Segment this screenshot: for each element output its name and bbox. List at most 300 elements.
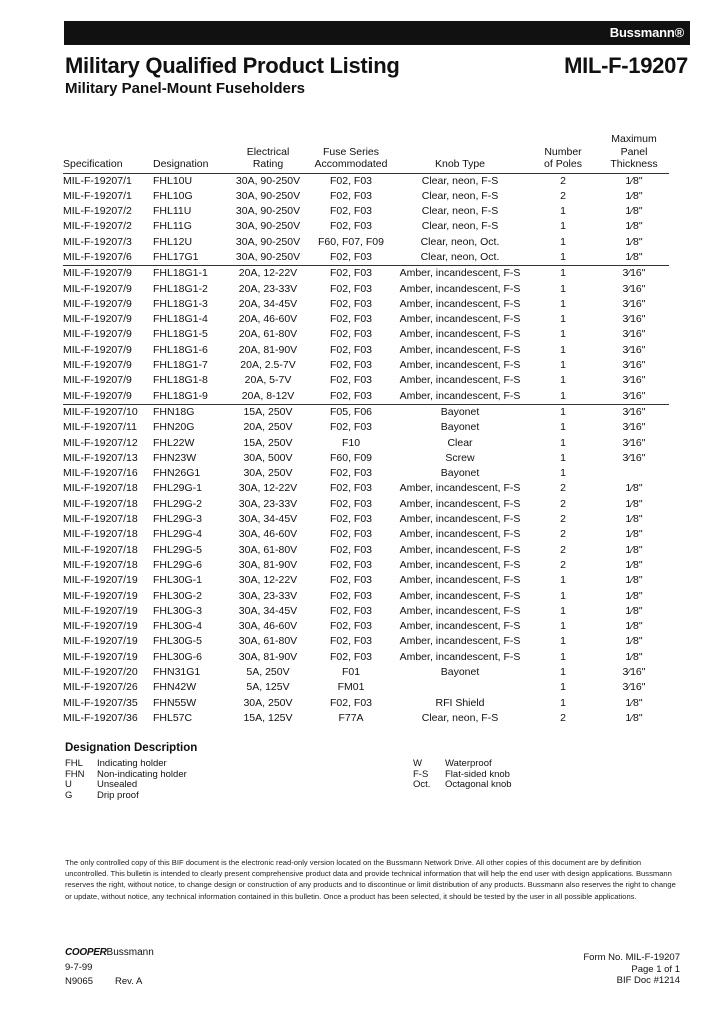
cell-fuse-series: F60, F09 <box>329 451 373 464</box>
cell-electrical-rating: 30A, 81-90V <box>238 650 298 663</box>
cell-knob-type: Amber, incandescent, F-S <box>399 359 521 372</box>
spec-number: MIL-F-19207 <box>564 53 688 78</box>
cell-poles: 1 <box>560 650 566 663</box>
cell-poles: 1 <box>560 620 566 633</box>
table-row <box>63 250 669 266</box>
cell-knob-type: Bayonet <box>440 421 480 434</box>
cell-poles: 1 <box>560 374 566 387</box>
footer-right <box>583 952 680 987</box>
table-row <box>63 189 669 204</box>
cell-electrical-rating: 30A, 34-45V <box>238 604 298 617</box>
cell-knob-type: Bayonet <box>440 666 480 678</box>
cell-knob-type: Clear, neon, F-S <box>421 174 499 187</box>
cell-electrical-rating: 30A, 250V <box>243 696 293 709</box>
table-row <box>63 604 669 619</box>
table-row <box>63 589 669 604</box>
table-row <box>63 543 669 558</box>
cell-poles: 2 <box>560 174 566 187</box>
cell-specification: MIL-F-19207/2 <box>63 205 132 218</box>
table-row <box>63 665 669 680</box>
table-row <box>63 327 669 342</box>
table-row <box>63 204 669 219</box>
cell-panel-thickness: 3⁄16" <box>622 343 646 356</box>
cell-panel-thickness: 3⁄16" <box>599 266 669 282</box>
cell-fuse-series: F02, F03 <box>329 297 373 310</box>
cell-poles: 1 <box>560 666 566 678</box>
cell-specification: MIL-F-19207/9 <box>63 297 132 310</box>
cell-electrical-rating: 20A, 5-7V <box>244 374 292 387</box>
cell-electrical-rating: 30A, 46-60V <box>238 620 298 633</box>
cell-panel-thickness: 3⁄16" <box>622 436 646 449</box>
cell-panel-thickness: 1⁄8" <box>625 696 643 709</box>
cell-electrical-rating: 20A, 61-80V <box>238 328 298 341</box>
cell-poles: 2 <box>560 528 566 541</box>
cell-specification: MIL-F-19207/1 <box>63 189 132 202</box>
cell-knob-type: Amber, incandescent, F-S <box>399 374 521 387</box>
cell-panel-thickness: 3⁄16" <box>622 389 646 402</box>
table-row <box>63 373 669 388</box>
cell-electrical-rating: 20A, 81-90V <box>238 343 298 356</box>
cell-knob-type: Bayonet <box>393 404 527 420</box>
cell-specification: MIL-F-19207/6 <box>63 250 132 263</box>
cell-designation: FHL30G-2 <box>153 589 203 602</box>
cell-designation: FHL29G-2 <box>153 497 203 510</box>
product-table <box>63 133 669 726</box>
cell-knob-type: Clear, neon, F-S <box>421 205 499 218</box>
cell-fuse-series: F02, F03 <box>329 189 373 202</box>
cell-electrical-rating: 30A, 12-22V <box>238 574 298 587</box>
cell-knob-type: Amber, incandescent, F-S <box>399 513 521 526</box>
cell-designation: FHL30G-5 <box>153 635 203 648</box>
cell-knob-type: Clear, neon, F-S <box>421 220 499 233</box>
cell-fuse-series: F05, F06 <box>309 404 393 420</box>
cell-electrical-rating: 30A, 61-80V <box>238 543 298 556</box>
cell-poles: 1 <box>560 451 566 464</box>
cell-panel-thickness: 1⁄8" <box>625 174 643 187</box>
cell-fuse-series: F02, F03 <box>329 528 373 541</box>
cell-electrical-rating: 30A, 90-250V <box>235 205 301 218</box>
cell-fuse-series: F77A <box>338 711 364 724</box>
cell-poles: 1 <box>560 589 566 602</box>
table-row <box>63 282 669 297</box>
cell-specification: MIL-F-19207/19 <box>63 574 138 587</box>
cell-electrical-rating: 30A, 34-45V <box>238 513 298 526</box>
cell-knob-type: Amber, incandescent, F-S <box>399 389 521 402</box>
cell-specification: MIL-F-19207/18 <box>63 482 138 495</box>
cell-knob-type: Clear <box>447 436 473 449</box>
cell-panel-thickness: 3⁄16" <box>622 359 646 372</box>
cell-fuse-series: F02, F03 <box>309 266 393 282</box>
cell-specification: MIL-F-19207/18 <box>63 513 138 526</box>
cell-fuse-series: F02, F03 <box>329 374 373 387</box>
cell-fuse-series: F02, F03 <box>329 250 373 263</box>
cell-specification: MIL-F-19207/18 <box>63 543 138 556</box>
cell-poles: 2 <box>560 482 566 495</box>
cell-specification: MIL-F-19207/9 <box>63 374 132 387</box>
table-row <box>63 497 669 512</box>
table-row <box>63 466 669 481</box>
cell-fuse-series: F02, F03 <box>329 604 373 617</box>
cell-fuse-series: F02, F03 <box>329 497 373 510</box>
cell-specification: MIL-F-19207/1 <box>63 174 132 187</box>
cell-poles: 1 <box>560 696 566 709</box>
cell-electrical-rating: 20A, 46-60V <box>238 313 298 326</box>
cell-panel-thickness: 1⁄8" <box>625 589 643 602</box>
table-row <box>63 358 669 373</box>
cell-knob-type: Amber, incandescent, F-S <box>399 313 521 326</box>
cell-poles: 2 <box>560 558 566 571</box>
cell-specification: MIL-F-19207/18 <box>63 528 138 541</box>
cell-poles: 1 <box>560 220 566 233</box>
cell-fuse-series: F02, F03 <box>329 543 373 556</box>
cell-designation: FHL18G1-4 <box>153 313 208 326</box>
cell-panel-thickness: 1⁄8" <box>625 558 643 571</box>
cell-panel-thickness: 3⁄16" <box>622 421 646 434</box>
cell-specification: MIL-F-19207/35 <box>63 696 138 709</box>
legend-item: Oct. Octagonal knob <box>413 779 512 790</box>
cell-designation: FHL30G-1 <box>153 574 203 587</box>
cell-knob-type: Amber, incandescent, F-S <box>399 558 521 571</box>
cell-designation: FHN26G1 <box>153 467 201 480</box>
col-panel-thickness: Maximum Panel Thickness <box>599 133 669 173</box>
disclaimer-text: The only controlled copy of this BIF document is the electronic read-only version located on the Bussmann Network Drive. All other copies of this document are by definition uncontrolled. This bulletin is intended to clearly present comprehensive product data and provide technical information that will help the end user with design applications. Bussmann reserves the right, without notice, to change design or construction of any products and to discontinue or limit distribution of any products. Bussmann also reserves the right to change or update, without notice, any technical information contained in this bulletin. Once a product has been selected, it should be tested by the user in all possible applications. <box>65 858 676 901</box>
doc-code: N9065 <box>65 976 93 987</box>
cell-knob-type: Clear, neon, F-S <box>421 711 499 724</box>
cell-electrical-rating: 15A, 250V <box>227 404 309 420</box>
cell-poles: 1 <box>560 421 566 434</box>
cell-poles: 1 <box>527 404 599 420</box>
cell-panel-thickness: 1⁄8" <box>625 528 643 541</box>
cell-designation: FHL18G1-1 <box>153 266 227 282</box>
cell-fuse-series: F01 <box>341 666 361 678</box>
table-body <box>63 173 669 726</box>
cell-designation: FHL10G <box>153 189 193 202</box>
cell-fuse-series: F02, F03 <box>329 389 373 402</box>
cell-knob-type: Amber, incandescent, F-S <box>399 497 521 510</box>
cell-panel-thickness: 1⁄8" <box>625 220 643 233</box>
cell-electrical-rating: 30A, 61-80V <box>238 635 298 648</box>
cell-poles: 1 <box>560 635 566 648</box>
cell-electrical-rating: 20A, 34-45V <box>238 297 298 310</box>
cell-knob-type <box>393 680 527 695</box>
cell-panel-thickness: 3⁄16" <box>599 404 669 420</box>
cell-specification: MIL-F-19207/19 <box>63 589 138 602</box>
cell-designation: FHN31G1 <box>153 666 201 678</box>
cell-fuse-series: F02, F03 <box>329 328 373 341</box>
cell-designation: FHN42W <box>153 681 197 694</box>
cell-knob-type: Amber, incandescent, F-S <box>399 282 521 295</box>
cell-designation: FHL30G-3 <box>153 604 203 617</box>
cell-designation: FHL30G-4 <box>153 620 203 633</box>
cell-poles: 2 <box>560 497 566 510</box>
cell-electrical-rating: 20A, 23-33V <box>238 282 298 295</box>
cell-panel-thickness: 1⁄8" <box>625 574 643 587</box>
legend-item: G Drip proof <box>65 789 139 801</box>
cell-knob-type: Amber, incandescent, F-S <box>399 343 521 356</box>
legend-item: FHN Non-indicating holder <box>65 768 187 780</box>
cell-specification: MIL-F-19207/36 <box>63 711 138 724</box>
cell-knob-type: Amber, incandescent, F-S <box>399 635 521 648</box>
cell-poles: 2 <box>560 513 566 526</box>
doc-code-row <box>65 975 142 989</box>
cell-specification: MIL-F-19207/9 <box>63 389 132 402</box>
cell-poles: 1 <box>560 250 566 263</box>
cell-designation: FHL10U <box>153 174 193 187</box>
cell-specification: MIL-F-19207/9 <box>63 328 132 341</box>
brand-logo: Bussmann® <box>609 25 684 40</box>
table-row <box>63 527 669 542</box>
cell-electrical-rating: 30A, 500V <box>243 451 293 464</box>
table-header-row <box>63 133 669 173</box>
cell-fuse-series: F02, F03 <box>329 220 373 233</box>
cell-electrical-rating: 5A, 125V <box>246 681 290 694</box>
table-row <box>63 619 669 634</box>
cell-panel-thickness: 3⁄16" <box>622 328 646 341</box>
cell-designation: FHL17G1 <box>153 250 199 263</box>
cell-knob-type: Amber, incandescent, F-S <box>399 574 521 587</box>
cell-fuse-series: F02, F03 <box>329 696 373 709</box>
cell-fuse-series: F10 <box>341 436 361 449</box>
cell-panel-thickness: 1⁄8" <box>625 650 643 663</box>
cell-designation: FHL18G1-9 <box>153 389 208 402</box>
doc-date: 9-7-99 <box>65 962 93 973</box>
cell-poles: 1 <box>560 343 566 356</box>
cell-designation: FHL29G-3 <box>153 513 203 526</box>
col-number-of-poles: Number of Poles <box>527 133 599 173</box>
cell-knob-type: Amber, incandescent, F-S <box>393 266 527 282</box>
cell-fuse-series: F02, F03 <box>329 589 373 602</box>
cell-knob-type: Amber, incandescent, F-S <box>399 589 521 602</box>
bif-doc-number: BIF Doc #1214 <box>616 975 680 986</box>
footer-left <box>65 961 142 989</box>
cell-specification: MIL-F-19207/11 <box>63 421 137 434</box>
cell-panel-thickness: 3⁄16" <box>622 666 646 678</box>
cell-designation: FHL57C <box>153 711 193 724</box>
cell-fuse-series: F02, F03 <box>329 313 373 326</box>
cell-poles: 1 <box>560 389 566 402</box>
legend-item: F-S Flat-sided knob <box>413 768 510 780</box>
table-row <box>63 297 669 312</box>
page-subtitle: Military Panel-Mount Fuseholders <box>65 80 306 97</box>
cell-fuse-series: F02, F03 <box>329 205 373 218</box>
cell-designation: FHN23W <box>153 451 197 464</box>
cell-knob-type: Amber, incandescent, F-S <box>399 297 521 310</box>
table-row <box>63 420 669 435</box>
cell-specification: MIL-F-19207/10 <box>63 404 153 420</box>
cell-knob-type: Screw <box>445 451 475 464</box>
designation-legend-left <box>65 759 187 801</box>
cell-poles: 1 <box>560 436 566 449</box>
table-row <box>63 634 669 649</box>
designation-description-title: Designation Description <box>65 742 198 754</box>
cell-specification: MIL-F-19207/19 <box>63 650 138 663</box>
cell-specification: MIL-F-19207/18 <box>63 558 138 571</box>
cell-knob-type: Bayonet <box>440 467 480 480</box>
cell-poles: 2 <box>560 189 566 202</box>
cell-panel-thickness: 3⁄16" <box>622 282 646 295</box>
cell-knob-type: Amber, incandescent, F-S <box>399 604 521 617</box>
cell-electrical-rating: 30A, 90-250V <box>235 174 301 187</box>
cell-specification: MIL-F-19207/9 <box>63 359 132 372</box>
header-bar <box>64 21 690 45</box>
cell-electrical-rating: 15A, 125V <box>243 711 293 724</box>
cell-knob-type: Amber, incandescent, F-S <box>399 620 521 633</box>
cell-designation: FHL29G-4 <box>153 528 203 541</box>
cell-knob-type: Amber, incandescent, F-S <box>399 528 521 541</box>
cell-panel-thickness: 1⁄8" <box>625 235 643 248</box>
cell-designation: FHL18G1-5 <box>153 328 208 341</box>
cell-electrical-rating: 5A, 250V <box>246 666 290 678</box>
cell-panel-thickness: 3⁄16" <box>622 313 646 326</box>
cell-fuse-series: F02, F03 <box>329 635 373 648</box>
designation-legend-right <box>413 759 512 791</box>
cell-panel-thickness: 1⁄8" <box>625 513 643 526</box>
cell-electrical-rating: 30A, 90-250V <box>235 220 301 233</box>
table-row <box>63 235 669 250</box>
cell-designation: FHL18G1-7 <box>153 359 208 372</box>
legend-item: U Unsealed <box>65 779 138 790</box>
cell-designation: FHL29G-1 <box>153 482 203 495</box>
cell-electrical-rating: 30A, 23-33V <box>238 589 298 602</box>
table-row <box>63 312 669 327</box>
cell-panel-thickness: 1⁄8" <box>625 250 643 263</box>
cell-fuse-series: F02, F03 <box>329 558 373 571</box>
form-number: Form No. MIL-F-19207 <box>583 952 680 963</box>
col-knob-type: Knob Type <box>393 133 527 173</box>
table-row <box>63 219 669 234</box>
cell-poles: 1 <box>560 467 566 480</box>
cell-knob-type: Clear, neon, Oct. <box>420 235 500 248</box>
cell-specification: MIL-F-19207/12 <box>63 436 138 449</box>
cell-panel-thickness: 1⁄8" <box>625 497 643 510</box>
cell-designation: FHL29G-6 <box>153 558 203 571</box>
cell-designation: FHL12U <box>153 235 193 248</box>
cell-designation: FHL18G1-6 <box>153 343 208 356</box>
cell-poles: 1 <box>560 574 566 587</box>
cell-panel-thickness: 1⁄8" <box>625 189 643 202</box>
cell-specification: MIL-F-19207/18 <box>63 497 138 510</box>
col-fuse-series: Fuse Series Accommodated <box>309 133 393 173</box>
cell-knob-type: Clear, neon, F-S <box>421 189 499 202</box>
cell-panel-thickness: 1⁄8" <box>625 620 643 633</box>
cell-specification: MIL-F-19207/26 <box>63 681 138 694</box>
table-row <box>63 389 669 405</box>
cell-poles: 1 <box>560 282 566 295</box>
table-row <box>63 573 669 588</box>
cell-panel-thickness: 3⁄16" <box>622 297 646 310</box>
page-title: Military Qualified Product Listing <box>65 53 400 78</box>
cell-poles: 1 <box>560 297 566 310</box>
cell-specification: MIL-F-19207/20 <box>63 666 138 678</box>
table-row <box>63 680 669 695</box>
cell-designation: FHL18G1-8 <box>153 374 208 387</box>
cell-electrical-rating: 30A, 90-250V <box>235 235 301 248</box>
cell-fuse-series: F02, F03 <box>329 482 373 495</box>
cell-panel-thickness: 1⁄8" <box>625 482 643 495</box>
cell-poles: 1 <box>560 313 566 326</box>
cell-designation: FHL22W <box>153 436 195 449</box>
cell-electrical-rating: 20A, 2.5-7V <box>240 359 296 372</box>
cell-specification: MIL-F-19207/2 <box>63 220 132 233</box>
cell-poles: 1 <box>560 359 566 372</box>
cell-designation: FHL18G1-3 <box>153 297 208 310</box>
cell-fuse-series: F02, F03 <box>329 513 373 526</box>
cell-specification: MIL-F-19207/9 <box>63 343 132 356</box>
cell-designation: FHL30G-6 <box>153 650 203 663</box>
cell-specification: MIL-F-19207/19 <box>63 635 138 648</box>
cell-panel-thickness: 1⁄8" <box>625 604 643 617</box>
cell-specification: MIL-F-19207/3 <box>63 235 132 248</box>
cell-fuse-series: F02, F03 <box>329 343 373 356</box>
legend-item: FHL Indicating holder <box>65 758 167 769</box>
table-row <box>63 650 669 665</box>
cell-designation: FHN18G <box>153 404 227 420</box>
cell-specification: MIL-F-19207/9 <box>63 266 153 282</box>
cell-fuse-series: F02, F03 <box>329 359 373 372</box>
cell-poles: 1 <box>560 205 566 218</box>
cell-poles: 1 <box>560 235 566 248</box>
cell-knob-type: RFI Shield <box>435 696 485 709</box>
cell-knob-type: Amber, incandescent, F-S <box>399 328 521 341</box>
cell-panel-thickness: 3⁄16" <box>622 374 646 387</box>
cell-knob-type: Amber, incandescent, F-S <box>399 543 521 556</box>
table-row <box>63 451 669 466</box>
table-row <box>63 696 669 711</box>
cell-designation: FHL29G-5 <box>153 543 203 556</box>
cell-fuse-series: F02, F03 <box>329 282 373 295</box>
cell-fuse-series: F02, F03 <box>329 421 373 434</box>
cell-panel-thickness: 1⁄8" <box>625 711 643 724</box>
cell-poles: 1 <box>527 266 599 282</box>
col-designation: Designation <box>153 133 227 173</box>
cell-electrical-rating: 30A, 46-60V <box>238 528 298 541</box>
cell-panel-thickness: 3⁄16" <box>622 451 646 464</box>
cell-knob-type: Amber, incandescent, F-S <box>399 650 521 663</box>
cell-electrical-rating: 30A, 81-90V <box>238 558 298 571</box>
cell-fuse-series: F02, F03 <box>329 650 373 663</box>
cell-knob-type: Amber, incandescent, F-S <box>399 482 521 495</box>
table-row <box>63 173 669 189</box>
cell-fuse-series: F60, F07, F09 <box>318 235 384 248</box>
cell-electrical-rating: 20A, 8-12V <box>241 389 295 402</box>
col-specification: Specification <box>63 133 153 173</box>
table-row <box>63 266 669 282</box>
cell-specification: MIL-F-19207/9 <box>63 282 132 295</box>
page-number: Page 1 of 1 <box>631 963 680 975</box>
cell-electrical-rating: 30A, 90-250V <box>235 189 301 202</box>
legend-item: W Waterproof <box>413 758 492 769</box>
cell-specification: MIL-F-19207/19 <box>63 620 138 633</box>
cell-designation: FHL18G1-2 <box>153 282 208 295</box>
table-row <box>63 481 669 496</box>
doc-revision: Rev. A <box>115 976 143 987</box>
cell-electrical-rating: 30A, 250V <box>243 467 293 480</box>
table-row <box>63 711 669 726</box>
table-row <box>63 343 669 358</box>
cell-specification: MIL-F-19207/16 <box>63 467 138 480</box>
cell-panel-thickness: 1⁄8" <box>625 205 643 218</box>
cell-fuse-series: F02, F03 <box>329 174 373 187</box>
cell-fuse-series: F02, F03 <box>329 574 373 587</box>
cell-electrical-rating: 30A, 90-250V <box>235 250 301 263</box>
cell-electrical-rating: 15A, 250V <box>243 436 293 449</box>
cell-specification: MIL-F-19207/9 <box>63 313 132 326</box>
table-row <box>63 512 669 527</box>
cell-designation: FHN20G <box>153 421 195 434</box>
cell-specification: MIL-F-19207/19 <box>63 604 138 617</box>
cell-poles: 1 <box>560 681 566 694</box>
cell-designation: FHN55W <box>153 696 197 709</box>
